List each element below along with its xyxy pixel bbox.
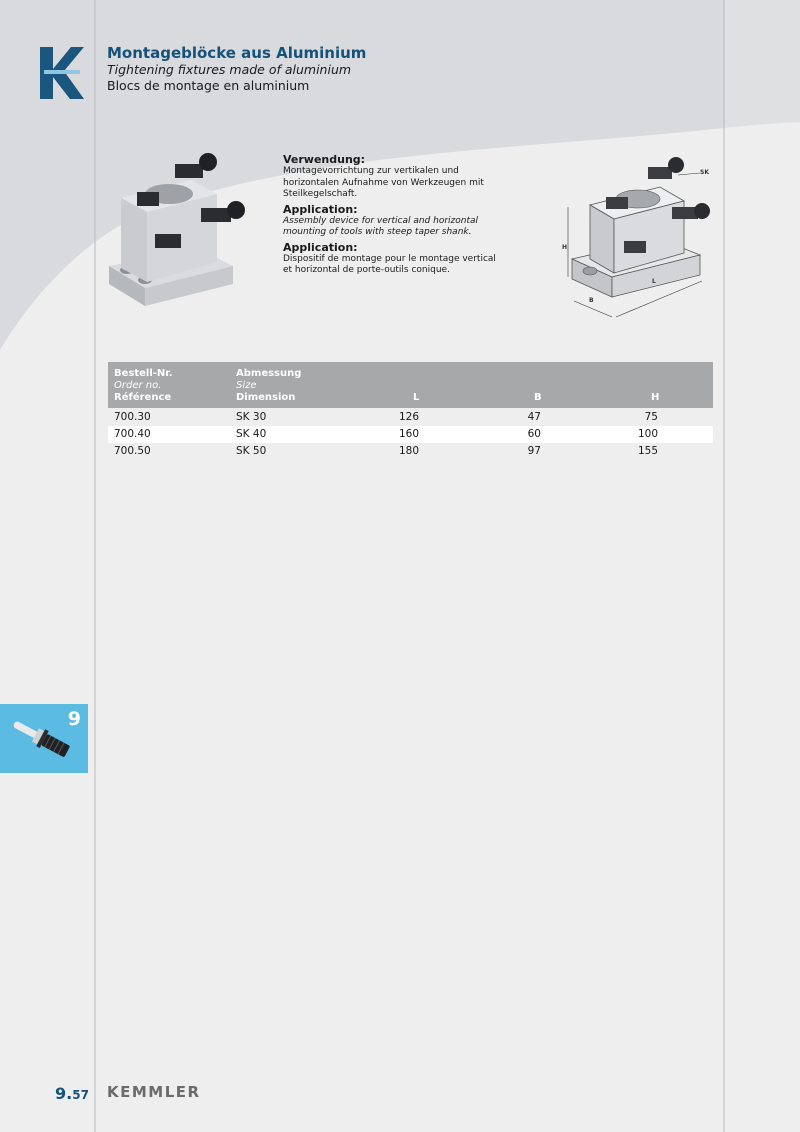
desc-heading-de: Verwendung: [283, 153, 366, 166]
drawing-label-b: B [589, 297, 594, 304]
cell-l: 180 [398, 445, 419, 457]
cell-size: SK 40 [236, 428, 267, 440]
header-order-de: Bestell-Nr. [114, 368, 173, 379]
page-number [55, 1084, 89, 1103]
desc-text-en-1: Assembly device for vertical and horizontal [283, 215, 478, 226]
header-size-en: Size [236, 380, 257, 391]
cell-order: 700.50 [114, 445, 151, 457]
desc-text-de-1: Montagevorrichtung zur vertikalen und [283, 166, 459, 176]
drawing-label-h: H [562, 244, 568, 251]
drawing-label-sk: SK [700, 169, 709, 176]
header-b: B [534, 392, 542, 403]
header-size-fr: Dimension [236, 392, 296, 403]
cell-order: 700.30 [114, 411, 151, 423]
title-block [107, 44, 366, 94]
cell-order: 700.40 [114, 428, 151, 440]
header-size [236, 368, 301, 404]
desc-text-de-3: Steilkegelschaft. [283, 189, 358, 199]
cell-b: 97 [527, 445, 541, 457]
table-row [108, 409, 713, 426]
cell-b: 60 [527, 428, 541, 440]
header-order-en: Order no. [114, 380, 162, 391]
technical-drawing [560, 155, 715, 325]
description [283, 151, 523, 277]
cell-size: SK 50 [236, 445, 267, 457]
cell-l: 126 [398, 411, 419, 423]
desc-text-fr-2: et horizontal de porte-outils conique. [283, 265, 450, 275]
title-english: Tightening fixtures made of aluminium [107, 62, 352, 77]
product-photo [105, 150, 245, 310]
table-row [108, 443, 713, 460]
cell-b: 47 [527, 411, 541, 423]
header-order-fr: Référence [114, 392, 172, 403]
cell-h: 100 [637, 428, 658, 440]
cell-h: 155 [637, 445, 658, 457]
page-number-main: 9. [55, 1084, 73, 1103]
cell-h: 75 [644, 411, 658, 423]
product-table [108, 362, 713, 460]
chapter-tab[interactable] [0, 704, 88, 773]
header-order-no [114, 368, 173, 404]
title-german: Montageblöcke aus Aluminium [107, 44, 367, 62]
brand-name: KEMMLER [107, 1083, 201, 1101]
table-header [108, 362, 713, 408]
kemmler-logo [40, 47, 84, 99]
chapter-number: 9 [67, 708, 81, 730]
desc-heading-fr: Application: [283, 240, 358, 254]
table-body [108, 409, 713, 460]
table-row [108, 426, 713, 443]
cell-size: SK 30 [236, 411, 267, 423]
desc-text-fr-1: Dispositif de montage pour le montage vertical [283, 253, 496, 264]
desc-text-de-2: horizontalen Aufnahme von Werkzeugen mit [283, 177, 484, 188]
header-l: L [413, 392, 420, 403]
page-number-sub: 57 [72, 1088, 89, 1102]
title-french: Blocs de montage en aluminium [107, 78, 310, 93]
header-size-de: Abmessung [236, 368, 302, 379]
desc-heading-en: Application: [283, 202, 358, 216]
desc-text-en-2: mounting of tools with steep taper shank. [283, 227, 472, 237]
cell-l: 160 [398, 428, 419, 440]
header-h: H [651, 392, 660, 403]
drawing-label-l: L [652, 278, 656, 285]
